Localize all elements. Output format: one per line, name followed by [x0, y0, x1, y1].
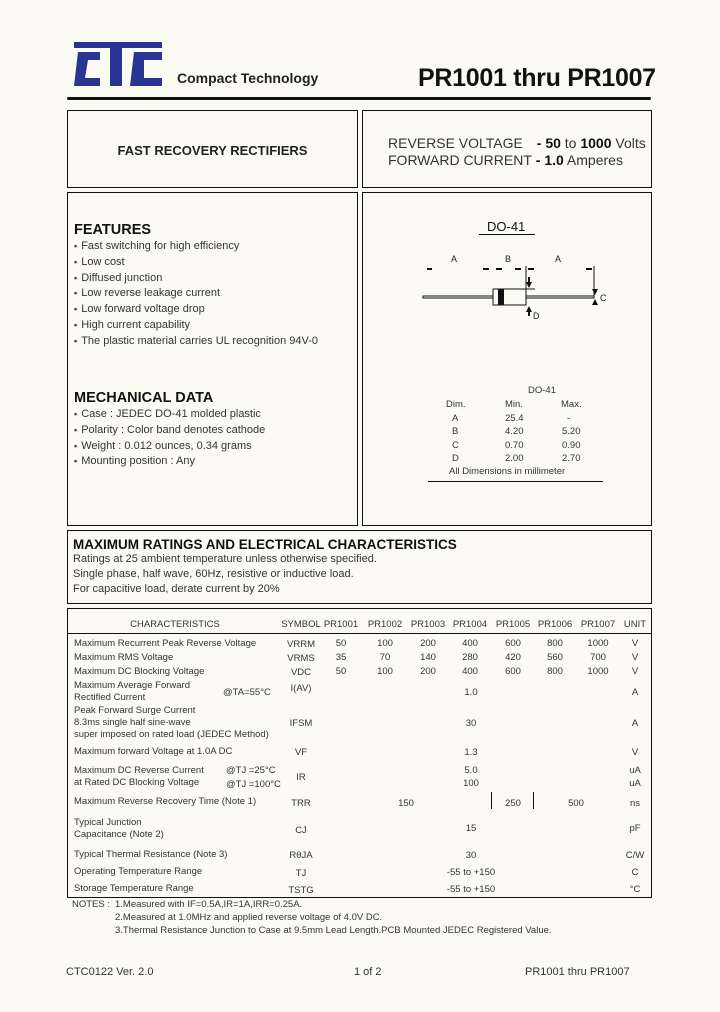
company-name: Compact Technology	[177, 70, 319, 86]
col-header: PR1006	[537, 619, 573, 630]
ratings-heading: MAXIMUM RATINGS AND ELECTRICAL CHARACTERISTICS	[73, 537, 457, 552]
forward-current-line: FORWARD CURRENT - 1.0 Amperes	[388, 152, 623, 168]
list-item: ▪ High current capability	[74, 318, 318, 334]
characteristics-table: CHARACTERISTICS SYMBOL PR1001 PR1002 PR1003 PR1004 PR1005 PR1006 PR1007 UNIT Maximum Recurrent Peak Reverse Voltage VRRM 50 100 200 400 600 800 1000 V Maximum RMS Voltage VRMS 35 70 140 280 420 560 700 V Maximum DC Blocking Voltage VDC 50 100 200 400 600 800 1000 V Maximum Average Forward Rectified Current @TA=55°C I(AV) 1.0 A Peak Forward Surge Current 8.3ms single half sine-wave super imposed on rated load (JEDEC Method) IFSM 30 A Maximum forward Voltage at 1.0A DC VF 1.3 V Maximum DC Reverse Current at Rated DC Blocking Voltage @TJ =25°C @TJ =100°C IR 5.0 100 uA uA Maximum Reverse Recovery Time (Note 1) TRR 150 250 500 ns Typical Junction Capacitance (Note 2) CJ 15 pF Typical Thermal Resistance (Note 3) RθJA 30 C/W Operating Temperature Range TJ -55 to +150 C Storage Temperature Range TSTG -55 to +150 °C	[67, 608, 652, 898]
ratings-box	[67, 530, 652, 604]
dimension-table	[428, 384, 608, 478]
header-divider	[67, 97, 651, 100]
col-header: PR1007	[580, 619, 616, 630]
note-item: 1.Measured with IF=0.5A,IR=1A,IRR=0.25A.	[115, 899, 303, 910]
package-name-underline	[479, 234, 535, 235]
product-type: FAST RECOVERY RECTIFIERS	[117, 143, 308, 158]
dim-table-header: Dim. Min. Max.	[446, 399, 582, 410]
dim-table-row: D 2.00 2.70	[452, 453, 581, 464]
list-item: ▪ Fast switching for high efficiency	[74, 239, 318, 255]
ratings-line: Single phase, half wave, 60Hz, resistive or inductive load.	[73, 568, 354, 580]
product-type-box	[67, 110, 358, 188]
header-divider	[68, 633, 651, 634]
ratings-line: Ratings at 25 ambient temperature unless otherwise specified.	[73, 553, 377, 565]
diode-outline-drawing	[413, 248, 613, 323]
package-name: DO-41	[487, 219, 526, 234]
dim-table-rule	[428, 481, 603, 482]
dim-label-a: A	[451, 254, 458, 264]
package-drawing-box	[362, 192, 652, 526]
notes-label: NOTES :	[72, 899, 111, 910]
ctc-logo	[72, 42, 164, 86]
list-item: ▪ Low reverse leakage current	[74, 286, 318, 302]
list-item: ▪ Polarity : Color band denotes cathode	[74, 423, 265, 439]
dim-label-b: B	[505, 254, 512, 264]
ratings-line: For capacitive load, derate current by 20%	[73, 583, 280, 595]
list-item: ▪ Diffused junction	[74, 271, 318, 287]
dim-label-c: C	[600, 293, 607, 303]
list-item: ▪ Weight : 0.012 ounces, 0.34 grams	[74, 439, 265, 455]
list-item: ▪ Mounting position : Any	[74, 454, 265, 470]
dim-label-d: D	[533, 311, 540, 321]
dim-table-footnote: All Dimensions in millimeter	[449, 465, 566, 477]
note-item: 2.Measured at 1.0MHz and applied reverse voltage of 4.0V DC.	[115, 912, 383, 923]
col-header: CHARACTERISTICS	[130, 619, 220, 630]
dim-label-a: A	[555, 254, 562, 264]
spec-summary-box	[362, 110, 652, 188]
reverse-voltage-line: REVERSE VOLTAGE - 50 to 1000 Volts	[388, 135, 646, 151]
group-divider	[533, 792, 534, 809]
dim-table-row: A 25.4 -	[452, 412, 571, 424]
group-divider	[491, 792, 492, 809]
dim-table-title: DO-41	[528, 385, 556, 396]
features-heading: FEATURES	[74, 222, 152, 238]
note-item: 3.Thermal Resistance Junction to Case at 9.5mm Lead Length.PCB Mounted JEDEC Registered Value.	[115, 925, 552, 936]
col-header: PR1001	[323, 619, 359, 630]
col-header: PR1004	[452, 619, 488, 630]
col-header: PR1003	[410, 619, 446, 630]
list-item: ▪ The plastic material carries UL recognition 94V-0	[74, 334, 318, 350]
mechanical-list	[74, 407, 265, 470]
col-header: PR1005	[495, 619, 531, 630]
features-box	[67, 192, 358, 526]
col-header: PR1002	[367, 619, 403, 630]
features-list	[74, 239, 318, 350]
footer-doc-id: CTC0122 Ver. 2.0	[66, 966, 154, 978]
mechanical-heading: MECHANICAL DATA	[74, 390, 214, 406]
list-item: ▪ Low forward voltage drop	[74, 302, 318, 318]
list-item: ▪ Case : JEDEC DO-41 molded plastic	[74, 407, 265, 423]
dim-table-row: C 0.70 0.90	[452, 439, 581, 451]
footer-page-number: 1 of 2	[354, 966, 382, 978]
dim-table-row: B 4.20 5.20	[452, 426, 581, 437]
footer-part-range: PR1001 thru PR1007	[525, 966, 630, 978]
col-header: UNIT	[623, 619, 647, 630]
col-header: SYMBOL	[281, 619, 321, 630]
list-item: ▪ Low cost	[74, 255, 318, 271]
page-title: PR1001 thru PR1007	[418, 64, 656, 92]
